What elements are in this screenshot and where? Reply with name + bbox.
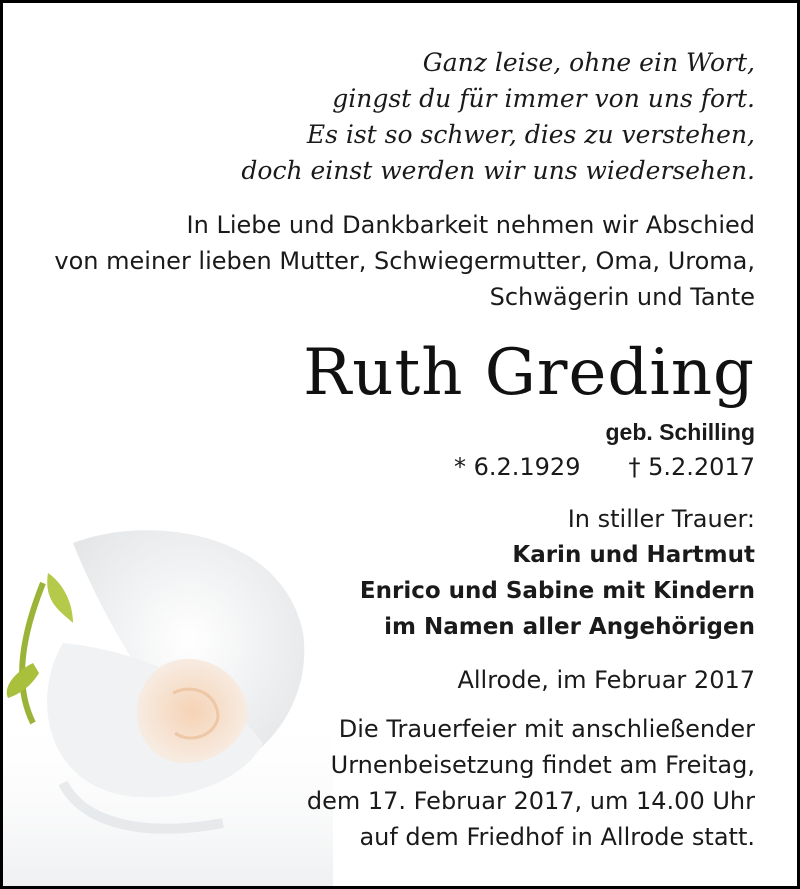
mourners-lead: In stiller Trauer: [567, 505, 755, 533]
intro-line: In Liebe und Dankbarkeit nehmen wir Abschied [186, 211, 755, 239]
mourner-name: Enrico und Sabine mit Kindern [359, 578, 755, 604]
funeral-line: dem 17. Februar 2017, um 14.00 Uhr [306, 787, 755, 815]
white-rose-image [3, 523, 333, 886]
poem-line: Es ist so schwer, dies zu verstehen, [306, 120, 755, 149]
intro-line: Schwägerin und Tante [489, 283, 755, 311]
intro-line: von meiner lieben Mutter, Schwiegermutter, Oma, Uroma, [54, 247, 755, 275]
funeral-line: Urnenbeisetzung findet am Freitag, [330, 751, 755, 779]
mourners [360, 501, 755, 645]
funeral-line: auf dem Friedhof in Allrode statt. [359, 823, 755, 851]
funeral-line: Die Trauerfeier mit anschließender [338, 715, 755, 743]
poem-line: Ganz leise, ohne ein Wort, [422, 48, 755, 77]
poem-line: gingst du für immer von uns fort. [332, 84, 755, 113]
birth-date: * 6.2.1929 [453, 453, 581, 481]
farewell-intro [54, 207, 755, 315]
maiden-name: geb. Schilling [605, 419, 755, 445]
life-dates [454, 451, 755, 483]
place-date: Allrode, im Februar 2017 [457, 666, 755, 694]
poem-line: doch einst werden wir uns wiedersehen. [241, 156, 755, 185]
deceased-name: Ruth Greding [303, 336, 755, 410]
funeral-info [307, 711, 755, 855]
mourner-name: im Namen aller Angehörigen [384, 614, 755, 640]
poem [241, 45, 755, 189]
death-date: † 5.2.2017 [628, 453, 755, 481]
mourner-name: Karin und Hartmut [512, 542, 755, 568]
